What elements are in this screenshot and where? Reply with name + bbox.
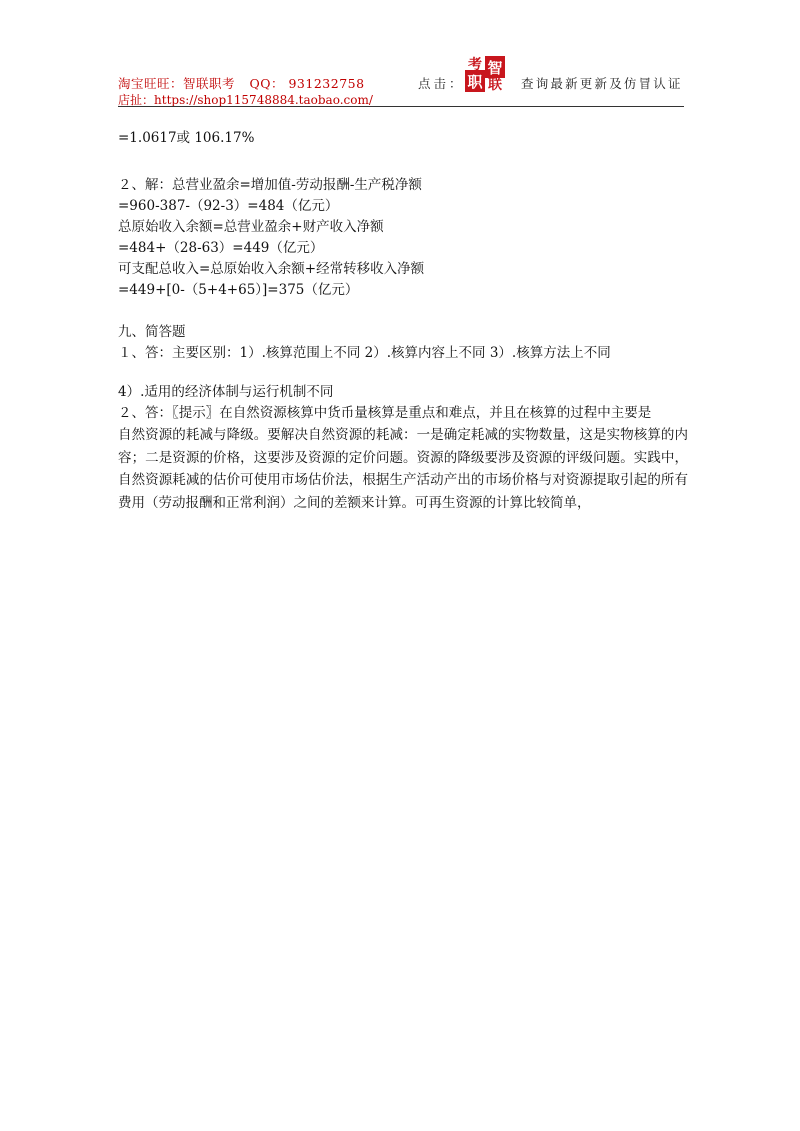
logo-char-3: 职	[467, 73, 483, 91]
store-link[interactable]: https://shop115748884.taobao.com/	[154, 93, 373, 107]
text-line-3: =960-387-（92-3）=484（亿元）	[118, 198, 339, 214]
text-line-9: １、答：主要区别：1）.核算范围上不同 2）.核算内容上不同 3）.核算方法上不同	[118, 345, 611, 361]
header-divider	[118, 106, 684, 107]
logo-char-4: 联	[488, 77, 502, 92]
shop-contact-line	[118, 74, 365, 92]
text-line-6: 可支配总收入=总原始收入余额+经常转移收入净额	[118, 261, 425, 277]
store-label: 店扯：	[118, 93, 155, 107]
shop-label: 淘宝旺旺：智联职考	[118, 76, 236, 91]
body-paragraph: 自然资源的耗减与降级。要解决自然资源的耗减：一是确定耗减的实物数量，这是实物核算的内容；二是资源的价格，这要涉及资源的定价问题。资源的降级要涉及资源的评级问题。实践中，自然资源耗减的估价可使用市场估价法，根据生产活动产出的市场价格与对资源提取引起的所有费用（劳动报酬和正常利润）之间的差额来计算。可再生资源的计算比较简单，	[118, 427, 688, 511]
page-header	[118, 50, 684, 108]
text-line-10: 4）.适用的经济体制与运行机制不同	[118, 384, 334, 400]
logo-char-2: 智	[487, 59, 503, 77]
text-line-2: ２、解：总营业盈余=增加值-劳动报酬-生产税净额	[118, 177, 422, 193]
click-label: 点击：	[418, 76, 465, 91]
text-line-5: =484+（28-63）=449（亿元）	[118, 240, 324, 256]
section-heading: 九、简答题	[118, 324, 186, 340]
text-line-1: =1.0617或 106.17%	[118, 130, 255, 146]
logo-char-1: 考	[468, 57, 482, 73]
qq-label: QQ：	[249, 76, 284, 91]
text-line-11: ２、答：〖提示〗在自然资源核算中货币量核算是重点和难点，并且在核算的过程中主要是	[118, 405, 652, 421]
query-link[interactable]: 查询最新更新及仿冒认证	[521, 76, 683, 91]
text-line-4: 总原始收入余额=总营业盈余+财产收入净额	[118, 219, 384, 235]
qq-number: 931232758	[288, 76, 365, 91]
zhilian-logo[interactable]	[465, 56, 505, 92]
text-line-7: =449+[0-（5+4+65）]=375（亿元）	[118, 282, 359, 298]
